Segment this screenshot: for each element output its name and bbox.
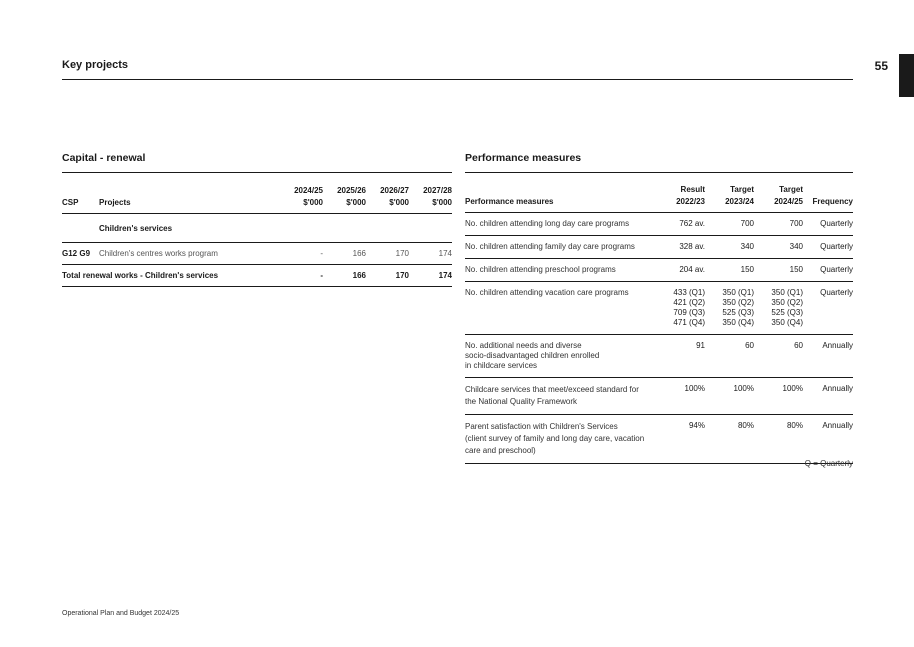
result-cell: 433 (Q1) 421 (Q2) 709 (Q3) 471 (Q4) xyxy=(673,288,705,327)
page-number: 55 xyxy=(874,59,888,73)
result-cell: 91 xyxy=(696,341,705,350)
performance-header-row xyxy=(465,173,853,213)
page-header-title: Key projects xyxy=(62,59,129,71)
total-2027-28: 174 xyxy=(438,271,452,280)
target-2024-25-cell: 80% xyxy=(786,421,803,430)
header-rule xyxy=(62,79,853,80)
measure-cell: No. children attending vacation care programs xyxy=(465,288,629,297)
target-2023-24-cell: 100% xyxy=(733,384,754,393)
frequency-cell: Annually xyxy=(822,384,853,393)
row-csp: G12 G9 xyxy=(62,249,91,258)
target-2023-24-cell: 700 xyxy=(740,219,754,228)
frequency-cell: Annually xyxy=(822,341,853,350)
capital-col-2027-28: 2027/28 $'000 xyxy=(423,186,452,207)
frequency-cell: Quarterly xyxy=(820,219,853,228)
total-2026-27: 170 xyxy=(395,271,409,280)
measure-cell: No. children attending preschool programs xyxy=(465,265,616,274)
measure-cell: Parent satisfaction with Children's Services (client survey of family and long day care, vacation care and preschool) xyxy=(465,422,645,455)
total-2024-25: - xyxy=(320,271,323,280)
row-2025-26: 166 xyxy=(352,249,366,258)
performance-measures-table xyxy=(465,172,853,464)
result-cell: 94% xyxy=(688,421,705,430)
capital-col-csp: CSP xyxy=(62,198,79,207)
capital-col-2025-26: 2025/26 $'000 xyxy=(337,186,366,207)
capital-group-label: Children's services xyxy=(99,223,173,233)
result-cell: 204 av. xyxy=(679,265,705,274)
table-row xyxy=(465,335,853,378)
frequency-cell: Annually xyxy=(822,421,853,430)
frequency-cell: Quarterly xyxy=(820,265,853,274)
target-2024-25-cell: 340 xyxy=(789,242,803,251)
measure-cell: No. children attending family day care programs xyxy=(465,242,635,251)
table-row xyxy=(465,213,853,236)
performance-footnote: Q = Quarterly xyxy=(804,459,853,468)
target-2024-25-cell: 100% xyxy=(782,384,803,393)
perf-col-target-2024-25: Target 2024/25 xyxy=(774,185,803,206)
total-2025-26: 166 xyxy=(352,271,366,280)
capital-group-row xyxy=(62,214,452,243)
table-row xyxy=(465,415,853,464)
table-row xyxy=(465,378,853,415)
capital-header-row xyxy=(62,173,452,214)
row-2026-27: 170 xyxy=(395,249,409,258)
capital-section-title: Capital - renewal xyxy=(62,152,146,164)
measure-cell: Childcare services that meet/exceed standard for the National Quality Framework xyxy=(465,385,639,406)
target-2023-24-cell: 80% xyxy=(737,421,754,430)
page-footer: Operational Plan and Budget 2024/25 xyxy=(62,610,180,617)
perf-col-frequency: Frequency xyxy=(812,197,853,206)
target-2024-25-cell: 350 (Q1) 350 (Q2) 525 (Q3) 350 (Q4) xyxy=(771,288,803,327)
performance-section-title: Performance measures xyxy=(465,152,582,164)
target-2023-24-cell: 60 xyxy=(745,341,754,350)
capital-col-2024-25: 2024/25 $'000 xyxy=(294,186,323,207)
target-2024-25-cell: 150 xyxy=(789,265,803,274)
perf-col-result: Result 2022/23 xyxy=(676,185,705,206)
perf-col-target-2023-24: Target 2023/24 xyxy=(725,185,754,206)
result-cell: 100% xyxy=(684,384,705,393)
target-2024-25-cell: 700 xyxy=(789,219,803,228)
capital-col-2026-27: 2026/27 $'000 xyxy=(380,186,409,207)
row-2024-25: - xyxy=(320,249,323,258)
row-2027-28: 174 xyxy=(438,249,452,258)
table-row xyxy=(465,259,853,282)
frequency-cell: Quarterly xyxy=(820,288,853,297)
row-project: Children's centres works program xyxy=(99,249,218,258)
frequency-cell: Quarterly xyxy=(820,242,853,251)
table-row xyxy=(465,236,853,259)
target-2023-24-cell: 350 (Q1) 350 (Q2) 525 (Q3) 350 (Q4) xyxy=(722,288,754,327)
page-tab-marker xyxy=(899,54,914,97)
measure-cell: No. children attending long day care programs xyxy=(465,219,630,228)
result-cell: 762 av. xyxy=(679,219,705,228)
measure-cell: No. additional needs and diverse socio-disadvantaged children enrolled in childcare services xyxy=(465,341,600,370)
capital-total-row xyxy=(62,265,452,287)
target-2024-25-cell: 60 xyxy=(794,341,803,350)
capital-renewal-table xyxy=(62,172,452,287)
target-2023-24-cell: 340 xyxy=(740,242,754,251)
target-2023-24-cell: 150 xyxy=(740,265,754,274)
perf-col-measure: Performance measures xyxy=(465,197,554,206)
result-cell: 328 av. xyxy=(679,242,705,251)
table-row xyxy=(62,243,452,265)
capital-col-projects: Projects xyxy=(99,198,131,207)
table-row xyxy=(465,282,853,335)
total-label: Total renewal works - Children's services xyxy=(62,271,219,280)
